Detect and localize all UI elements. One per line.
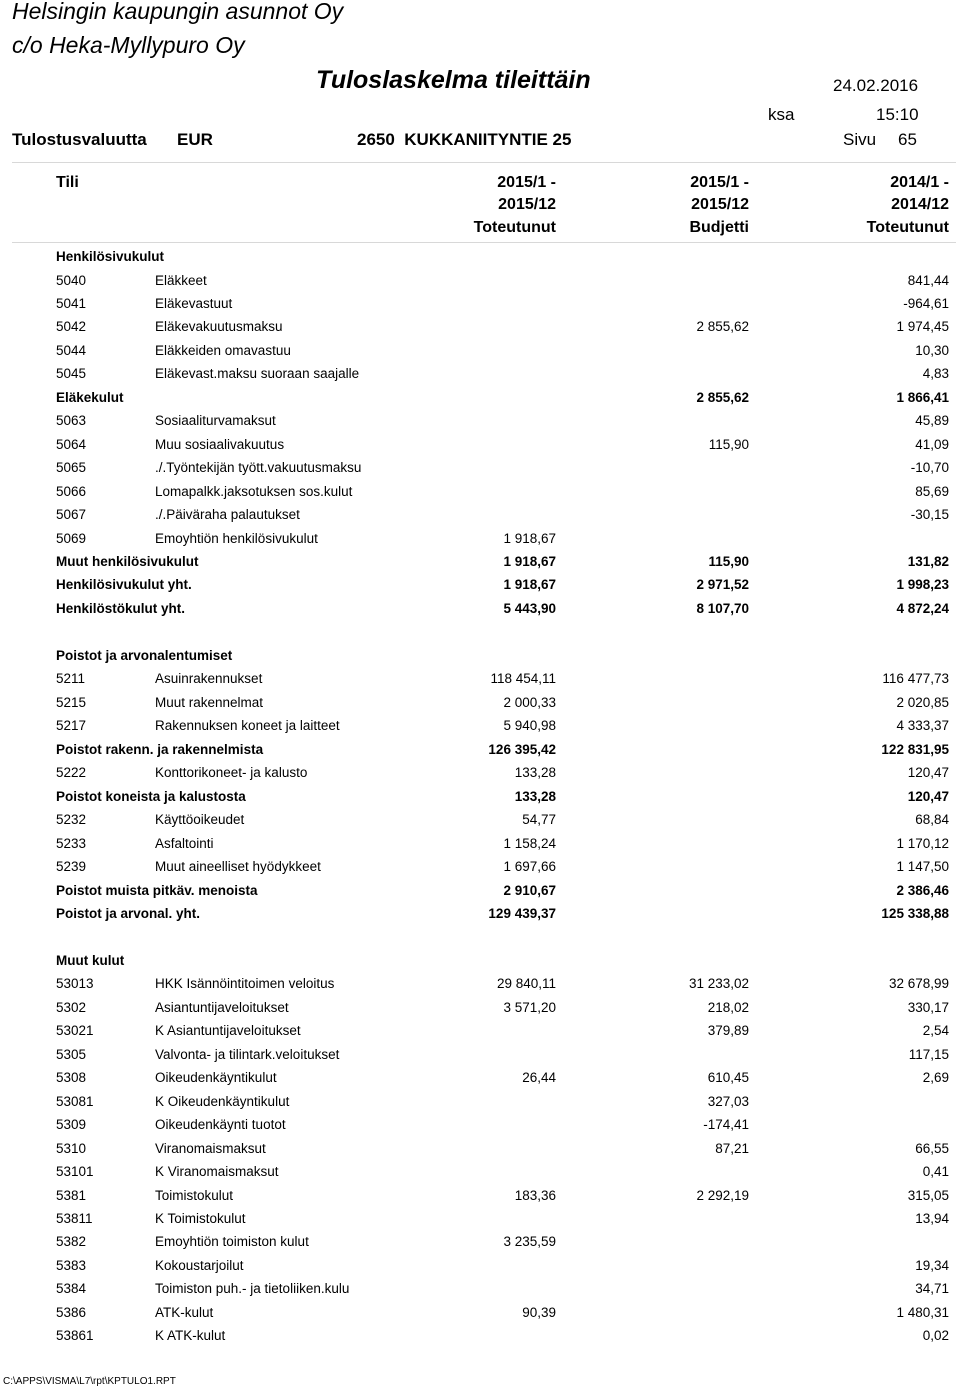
account-name: Emoyhtiön toimiston kulut bbox=[155, 1234, 309, 1250]
column-1-line-3: Toteutunut bbox=[473, 219, 556, 236]
account-row bbox=[0, 1327, 960, 1350]
account-code: 53013 bbox=[56, 976, 94, 992]
account-name: Käyttöoikeudet bbox=[155, 812, 245, 828]
account-code: 5217 bbox=[56, 718, 87, 734]
actual-2014-value: 10,30 bbox=[915, 342, 949, 358]
account-row bbox=[0, 506, 960, 529]
actual-2015-value: 29 840,11 bbox=[496, 976, 556, 992]
account-code: 53021 bbox=[56, 1023, 94, 1039]
budget-2015-value: 31 233,02 bbox=[688, 976, 749, 992]
columns-divider bbox=[12, 242, 956, 243]
subtotal-row bbox=[0, 389, 960, 412]
account-row bbox=[0, 694, 960, 717]
actual-2015-value: 1 697,66 bbox=[503, 859, 556, 874]
actual-2014-value: 2,69 bbox=[922, 1070, 949, 1086]
account-code: 5040 bbox=[56, 272, 87, 288]
budget-2015-value: 379,89 bbox=[707, 1023, 749, 1039]
account-code: 5067 bbox=[56, 507, 87, 523]
account-row bbox=[0, 1093, 960, 1116]
subtotal-row bbox=[0, 882, 960, 905]
budget-2015-value: 218,02 bbox=[707, 999, 749, 1015]
account-name: Konttorikoneet- ja kalusto bbox=[155, 765, 308, 781]
account-name: K Toimistokulut bbox=[155, 1210, 246, 1226]
actual-2015-value: 1 158,24 bbox=[503, 835, 556, 851]
actual-2015-value: 129 439,37 bbox=[488, 905, 556, 921]
actual-2014-value: 41,09 bbox=[915, 436, 949, 452]
account-name: Eläkevast.maksu suoraan saajalle bbox=[155, 366, 360, 382]
actual-2014-value: 68,84 bbox=[915, 812, 949, 828]
account-row bbox=[0, 295, 960, 318]
account-name: Emoyhtiön henkilösivukulut bbox=[155, 530, 318, 546]
account-name: Lomapalkk.jaksotuksen sos.kulut bbox=[155, 483, 353, 499]
account-name: Eläkkeet bbox=[155, 272, 207, 288]
section-heading bbox=[0, 248, 960, 271]
account-name: ./.Työntekijän tyött.vakuutusmaksu bbox=[155, 460, 362, 476]
account-row bbox=[0, 1257, 960, 1280]
account-name: Toimistokulut bbox=[155, 1187, 234, 1203]
report-user: ksa bbox=[768, 105, 795, 124]
company-subname: c/o Heka-Myllypuro Oy bbox=[12, 32, 245, 58]
actual-2014-value: 13,94 bbox=[915, 1210, 949, 1226]
section-heading-label: Henkilösivukulut bbox=[56, 249, 165, 264]
account-row bbox=[0, 483, 960, 506]
actual-2014-value: 66,55 bbox=[915, 1140, 949, 1156]
budget-2015-value: 115,90 bbox=[708, 554, 749, 569]
account-name: ATK-kulut bbox=[155, 1304, 214, 1320]
account-row bbox=[0, 835, 960, 858]
account-row bbox=[0, 1046, 960, 1069]
subtotal-label: Eläkekulut bbox=[56, 389, 124, 405]
subtotal-row bbox=[0, 741, 960, 764]
account-code: 53081 bbox=[56, 1093, 94, 1109]
actual-2014-value: 116 477,73 bbox=[882, 671, 949, 687]
column-2-line-2: 2015/12 bbox=[691, 196, 749, 213]
account-row bbox=[0, 999, 960, 1022]
account-code: 5239 bbox=[56, 859, 87, 874]
report-date: 24.02.2016 bbox=[833, 76, 919, 95]
account-code: 5233 bbox=[56, 835, 87, 851]
account-name: Sosiaaliturvamaksut bbox=[155, 413, 276, 429]
budget-2015-value: 2 971,52 bbox=[696, 577, 749, 593]
account-name: Asiantuntijaveloitukset bbox=[155, 999, 289, 1015]
account-code: 5302 bbox=[56, 999, 87, 1015]
column-3-line-2: 2014/12 bbox=[891, 196, 949, 213]
account-code: 53811 bbox=[56, 1210, 93, 1226]
subtotal-label: Henkilöstökulut yht. bbox=[56, 600, 186, 616]
account-code: 5382 bbox=[56, 1234, 87, 1250]
account-row bbox=[0, 436, 960, 459]
account-name: Eläkevastuut bbox=[155, 295, 233, 311]
actual-2015-value: 3 235,59 bbox=[503, 1234, 556, 1250]
actual-2015-value: 2 910,67 bbox=[503, 882, 556, 898]
subtotal-label: Henkilösivukulut yht. bbox=[56, 577, 192, 593]
budget-2015-value: 2 855,62 bbox=[696, 389, 749, 405]
actual-2014-value: 85,69 bbox=[915, 483, 949, 499]
account-row bbox=[0, 459, 960, 482]
account-code: 5064 bbox=[56, 436, 87, 452]
account-name: ./.Päiväraha palautukset bbox=[155, 507, 300, 523]
actual-2014-value: 315,05 bbox=[907, 1187, 949, 1203]
account-code: 5305 bbox=[56, 1046, 87, 1062]
property-label: 2650 KUKKANIITYNTIE 25 bbox=[357, 130, 572, 149]
column-3-line-1: 2014/1 - bbox=[890, 174, 949, 191]
account-row bbox=[0, 670, 960, 693]
actual-2015-value: 133,28 bbox=[514, 765, 556, 781]
account-row bbox=[0, 318, 960, 341]
column-3-line-3: Toteutunut bbox=[866, 219, 949, 236]
actual-2014-value: 4,83 bbox=[922, 366, 949, 382]
account-name: Valvonta- ja tilintark.veloitukset bbox=[155, 1046, 340, 1062]
actual-2015-value: 1 918,67 bbox=[503, 530, 556, 546]
account-code: 5309 bbox=[56, 1117, 87, 1133]
subtotal-label: Poistot rakenn. ja rakennelmista bbox=[56, 741, 264, 757]
actual-2014-value: -10,70 bbox=[910, 460, 949, 476]
column-account: Tili bbox=[56, 174, 79, 191]
actual-2014-value: 841,44 bbox=[907, 272, 949, 288]
section-heading bbox=[0, 952, 960, 975]
budget-2015-value: -174,41 bbox=[703, 1117, 749, 1133]
account-row bbox=[0, 272, 960, 295]
account-row bbox=[0, 342, 960, 365]
account-code: 5310 bbox=[56, 1140, 87, 1156]
actual-2015-value: 90,39 bbox=[522, 1304, 556, 1320]
subtotal-row bbox=[0, 600, 960, 623]
account-name: Toimiston puh.- ja tietoliiken.kulu bbox=[155, 1281, 350, 1297]
budget-2015-value: 8 107,70 bbox=[696, 600, 749, 616]
subtotal-label: Poistot ja arvonal. yht. bbox=[56, 905, 201, 921]
subtotal-row bbox=[0, 788, 960, 811]
actual-2014-value: 117,15 bbox=[908, 1046, 949, 1062]
actual-2014-value: 1 170,12 bbox=[896, 835, 949, 851]
actual-2014-value: 120,47 bbox=[907, 765, 949, 781]
report-time: 15:10 bbox=[876, 105, 919, 124]
account-row bbox=[0, 811, 960, 834]
actual-2014-value: 2,54 bbox=[922, 1023, 949, 1039]
account-code: 5215 bbox=[56, 694, 87, 710]
actual-2014-value: 1 147,50 bbox=[896, 859, 949, 874]
column-1-line-2: 2015/12 bbox=[498, 196, 556, 213]
actual-2014-value: 0,41 bbox=[922, 1164, 949, 1179]
actual-2014-value: -964,61 bbox=[903, 295, 949, 311]
account-code: 5211 bbox=[56, 671, 86, 687]
column-2-line-1: 2015/1 - bbox=[690, 174, 749, 191]
actual-2015-value: 54,77 bbox=[522, 812, 556, 828]
account-row bbox=[0, 764, 960, 787]
account-name: Eläkkeiden omavastuu bbox=[155, 342, 291, 358]
budget-2015-value: 87,21 bbox=[715, 1140, 749, 1156]
account-name: Muut aineelliset hyödykkeet bbox=[155, 859, 321, 874]
actual-2015-value: 118 454,11 bbox=[490, 671, 556, 687]
actual-2014-value: 1 974,45 bbox=[896, 319, 949, 335]
account-name: Rakennuksen koneet ja laitteet bbox=[155, 718, 340, 734]
actual-2014-value: 330,17 bbox=[907, 999, 949, 1015]
actual-2015-value: 2 000,33 bbox=[503, 694, 556, 710]
account-code: 53101 bbox=[56, 1164, 94, 1179]
account-code: 5384 bbox=[56, 1281, 87, 1297]
account-code: 5042 bbox=[56, 319, 87, 335]
budget-2015-value: 2 292,19 bbox=[696, 1187, 749, 1203]
account-name: Muu sosiaalivakuutus bbox=[155, 436, 285, 452]
subtotal-label: Muut henkilösivukulut bbox=[56, 554, 199, 569]
page-label: Sivu bbox=[843, 130, 877, 149]
column-2-line-3: Budjetti bbox=[689, 219, 749, 236]
column-1-line-1: 2015/1 - bbox=[497, 174, 556, 191]
actual-2014-value: 125 338,88 bbox=[881, 905, 949, 921]
account-name: Oikeudenkäynti tuotot bbox=[155, 1117, 286, 1133]
actual-2014-value: -30,15 bbox=[910, 507, 949, 523]
company-name: Helsingin kaupungin asunnot Oy bbox=[12, 0, 344, 24]
budget-2015-value: 327,03 bbox=[707, 1093, 749, 1109]
account-name: Eläkevakuutusmaksu bbox=[155, 319, 283, 335]
actual-2014-value: 131,82 bbox=[907, 554, 949, 569]
budget-2015-value: 115,90 bbox=[708, 436, 749, 452]
subtotal-row bbox=[0, 905, 960, 928]
account-row bbox=[0, 1304, 960, 1327]
account-name: K Asiantuntijaveloitukset bbox=[155, 1023, 301, 1039]
section-heading-label: Muut kulut bbox=[56, 952, 125, 968]
account-code: 53861 bbox=[56, 1328, 94, 1344]
account-row bbox=[0, 717, 960, 740]
account-code: 5065 bbox=[56, 460, 87, 476]
actual-2014-value: 45,89 bbox=[915, 413, 949, 429]
account-name: HKK Isännöintitoimen veloitus bbox=[155, 976, 335, 992]
section-heading bbox=[0, 647, 960, 670]
account-code: 5222 bbox=[56, 765, 87, 781]
page-number: 65 bbox=[898, 130, 917, 149]
actual-2015-value: 133,28 bbox=[514, 788, 556, 804]
account-code: 5066 bbox=[56, 483, 87, 499]
account-name: K Oikeudenkäyntikulut bbox=[155, 1093, 290, 1109]
account-name: K Viranomaismaksut bbox=[155, 1164, 279, 1179]
account-row bbox=[0, 412, 960, 435]
section-heading-label: Poistot ja arvonalentumiset bbox=[56, 647, 233, 663]
subtotal-label: Poistot koneista ja kalustosta bbox=[56, 788, 246, 804]
account-name: K ATK-kulut bbox=[155, 1328, 226, 1344]
account-code: 5041 bbox=[56, 295, 87, 311]
actual-2014-value: 1 866,41 bbox=[896, 389, 949, 405]
account-row bbox=[0, 1187, 960, 1210]
account-name: Kokoustarjoilut bbox=[155, 1257, 244, 1273]
account-row bbox=[0, 1116, 960, 1139]
account-name: Oikeudenkäyntikulut bbox=[155, 1070, 277, 1086]
account-row bbox=[0, 1233, 960, 1256]
actual-2014-value: 120,47 bbox=[907, 788, 949, 804]
currency-label: Tulostusvaluutta bbox=[12, 130, 147, 149]
account-code: 5383 bbox=[56, 1257, 87, 1273]
header-divider bbox=[12, 162, 956, 163]
actual-2015-value: 1 918,67 bbox=[503, 577, 556, 593]
actual-2014-value: 0,02 bbox=[922, 1328, 949, 1344]
actual-2014-value: 1 480,31 bbox=[896, 1304, 949, 1320]
actual-2014-value: 2 386,46 bbox=[896, 882, 949, 898]
account-row bbox=[0, 1140, 960, 1163]
account-code: 5386 bbox=[56, 1304, 87, 1320]
report-title: Tuloslaskelma tileittäin bbox=[316, 66, 591, 94]
actual-2014-value: 122 831,95 bbox=[881, 741, 949, 757]
currency-value: EUR bbox=[177, 130, 213, 149]
actual-2015-value: 26,44 bbox=[522, 1070, 556, 1086]
account-row bbox=[0, 1280, 960, 1303]
account-code: 5069 bbox=[56, 530, 87, 546]
account-row bbox=[0, 858, 960, 881]
actual-2014-value: 34,71 bbox=[915, 1281, 949, 1297]
account-row bbox=[0, 1022, 960, 1045]
actual-2015-value: 1 918,67 bbox=[503, 554, 556, 569]
actual-2014-value: 4 872,24 bbox=[896, 600, 949, 616]
account-name: Asuinrakennukset bbox=[155, 671, 263, 687]
actual-2014-value: 32 678,99 bbox=[888, 976, 949, 992]
budget-2015-value: 2 855,62 bbox=[696, 319, 749, 335]
actual-2014-value: 19,34 bbox=[915, 1257, 949, 1273]
actual-2015-value: 126 395,42 bbox=[488, 741, 556, 757]
account-code: 5308 bbox=[56, 1070, 87, 1086]
subtotal-row bbox=[0, 553, 960, 576]
account-row bbox=[0, 1210, 960, 1233]
account-code: 5063 bbox=[56, 413, 87, 429]
account-code: 5045 bbox=[56, 366, 87, 382]
account-row bbox=[0, 365, 960, 388]
subtotal-label: Poistot muista pitkäv. menoista bbox=[56, 882, 258, 898]
actual-2014-value: 1 998,23 bbox=[896, 577, 949, 593]
account-row bbox=[0, 1069, 960, 1092]
account-code: 5044 bbox=[56, 342, 87, 358]
account-name: Asfaltointi bbox=[155, 835, 214, 851]
account-name: Viranomaismaksut bbox=[155, 1140, 266, 1156]
actual-2015-value: 5 940,98 bbox=[503, 718, 556, 734]
actual-2015-value: 3 571,20 bbox=[503, 999, 556, 1015]
subtotal-row bbox=[0, 576, 960, 599]
budget-2015-value: 610,45 bbox=[707, 1070, 749, 1086]
account-code: 5381 bbox=[56, 1187, 87, 1203]
account-row bbox=[0, 1163, 960, 1186]
account-row bbox=[0, 530, 960, 553]
account-code: 5232 bbox=[56, 812, 87, 828]
actual-2015-value: 5 443,90 bbox=[503, 600, 556, 616]
report-file-path: C:\APPS\VISMA\L7\rpt\KPTULO1.RPT bbox=[3, 1376, 176, 1387]
actual-2014-value: 2 020,85 bbox=[896, 694, 949, 710]
account-name: Muut rakennelmat bbox=[155, 694, 264, 710]
actual-2014-value: 4 333,37 bbox=[896, 718, 949, 734]
actual-2015-value: 183,36 bbox=[514, 1187, 556, 1203]
account-row bbox=[0, 975, 960, 998]
